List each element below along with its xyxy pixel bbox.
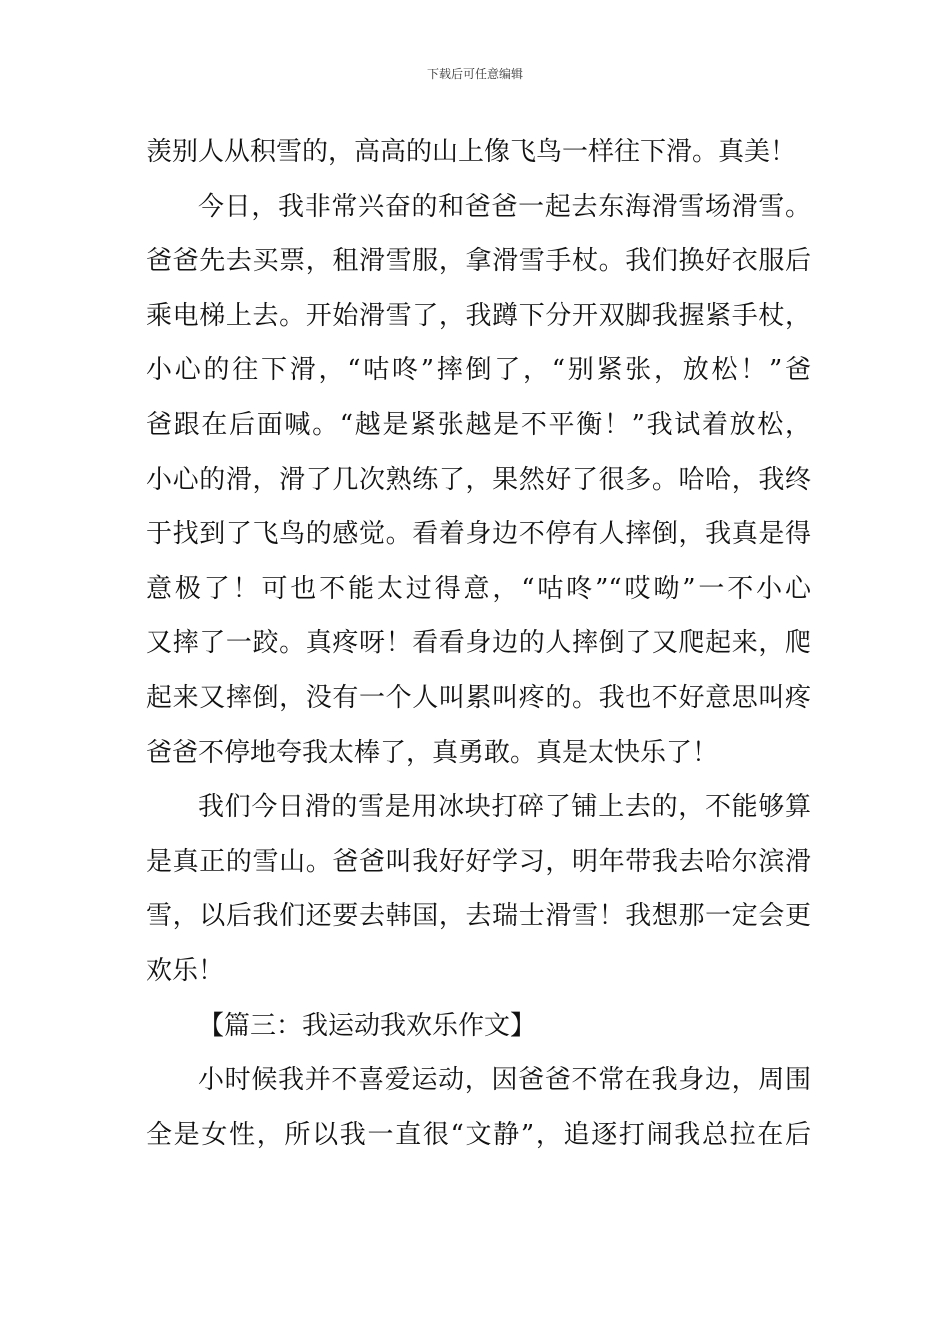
text-line: 小心的往下滑，“咕咚”摔倒了，“别紧张，放松！”爸 [146,355,811,386]
text-line: 乘电梯上去。开始滑雪了，我蹲下分开双脚我握紧手杖， [146,300,811,331]
text-line: 爸爸不停地夸我太棒了，真勇敢。真是太快乐了！ [146,737,719,768]
text-line: 于找到了飞鸟的感觉。看着身边不停有人摔倒，我真是得 [146,519,811,550]
text-line: 我们今日滑的雪是用冰块打碎了铺上去的，不能够算 [198,792,811,823]
text-line: 羡别人从积雪的，高高的山上像飞鸟一样往下滑。真美！ [146,137,797,167]
text-line: 全是女性，所以我一直很“文静”，追逐打闹我总拉在后 [146,1119,811,1150]
text-line: 爸爸先去买票，租滑雪服，拿滑雪手杖。我们换好衣服后 [146,246,811,277]
text-line: 起来又摔倒，没有一个人叫累叫疼的。我也不好意思叫疼 [146,682,811,713]
text-line: 又摔了一跤。真疼呀！看看身边的人摔倒了又爬起来，爬 [146,628,811,659]
text-line: 今日，我非常兴奋的和爸爸一起去东海滑雪场滑雪。 [198,191,811,222]
text-line: 小时候我并不喜爱运动，因爸爸不常在我身边，周围 [198,1065,811,1096]
text-line: 雪，以后我们还要去韩国，去瑞士滑雪！我想那一定会更 [146,901,811,932]
page-header: 下载后可任意编辑 [426,67,523,81]
text-line: 爸跟在后面喊。“越是紧张越是不平衡！”我试着放松， [146,409,811,440]
text-line: 意极了！可也不能太过得意，“咕咚”“哎呦”一不小心 [146,573,811,604]
document-body [146,130,811,1167]
text-line: 是真正的雪山。爸爸叫我好好学习，明年带我去哈尔滨滑 [146,846,811,877]
text-line: 【篇三：我运动我欢乐作文】 [198,1010,537,1041]
text-line: 小心的滑，滑了几次熟练了，果然好了很多。哈哈，我终 [146,464,811,495]
text-line: 欢乐！ [146,955,225,986]
